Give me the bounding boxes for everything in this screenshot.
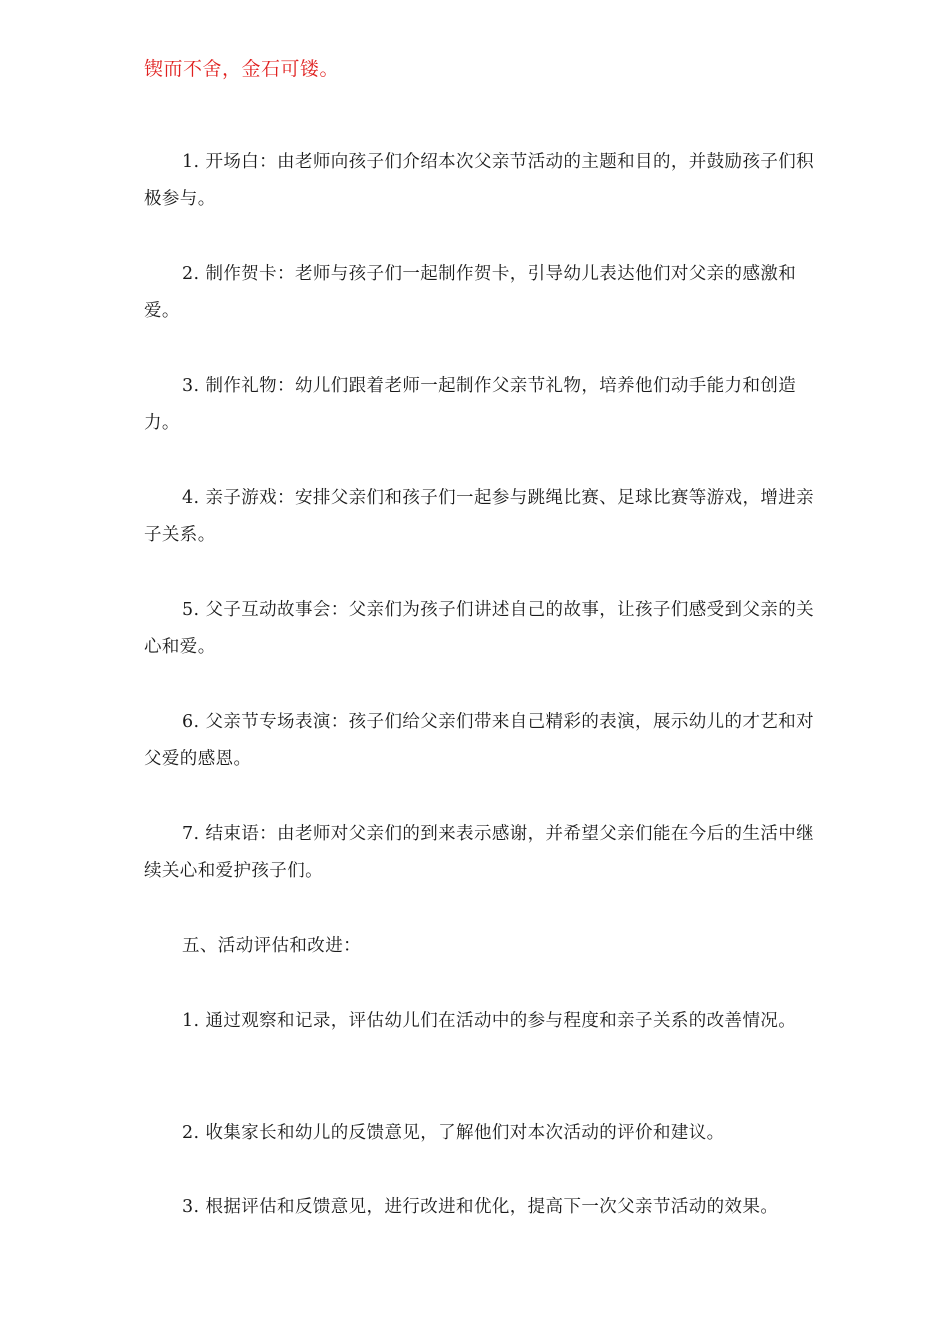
paragraph-card-making: 2. 制作贺卡：老师与孩子们一起制作贺卡，引导幼儿表达他们对父亲的感激和爱。 [144,264,797,321]
motto-quote: 锲而不舍，金石可镂。 [144,58,340,80]
paragraph-gift-making: 3. 制作礼物：幼儿们跟着老师一起制作父亲节礼物，培养他们动手能力和创造力。 [144,376,797,433]
paragraph-opening: 1. 开场白：由老师向孩子们介绍本次父亲节活动的主题和目的，并鼓励孩子们积极参与。 [144,152,815,209]
paragraph-story-session: 5. 父子互动故事会：父亲们为孩子们讲述自己的故事，让孩子们感受到父亲的关心和爱。 [144,600,815,657]
paragraph-performance: 6. 父亲节专场表演：孩子们给父亲们带来自己精彩的表演，展示幼儿的才艺和对父爱的感恩。 [144,712,815,769]
paragraph-parent-child-games: 4. 亲子游戏：安排父亲们和孩子们一起参与跳绳比赛、足球比赛等游戏，增进亲子关系。 [144,488,815,545]
section-heading-evaluation: 五、活动评估和改进： [182,936,361,956]
paragraph-evaluation-feedback: 2. 收集家长和幼儿的反馈意见，了解他们对本次活动的评价和建议。 [182,1123,725,1143]
paragraph-closing: 7. 结束语：由老师对父亲们的到来表示感谢，并希望父亲们能在今后的生活中继续关心和爱护孩子们。 [144,824,815,881]
paragraph-evaluation-observe: 1. 通过观察和记录，评估幼儿们在活动中的参与程度和亲子关系的改善情况。 [182,1011,797,1031]
paragraph-evaluation-improve: 3. 根据评估和反馈意见，进行改进和优化，提高下一次父亲节活动的效果。 [182,1197,779,1217]
